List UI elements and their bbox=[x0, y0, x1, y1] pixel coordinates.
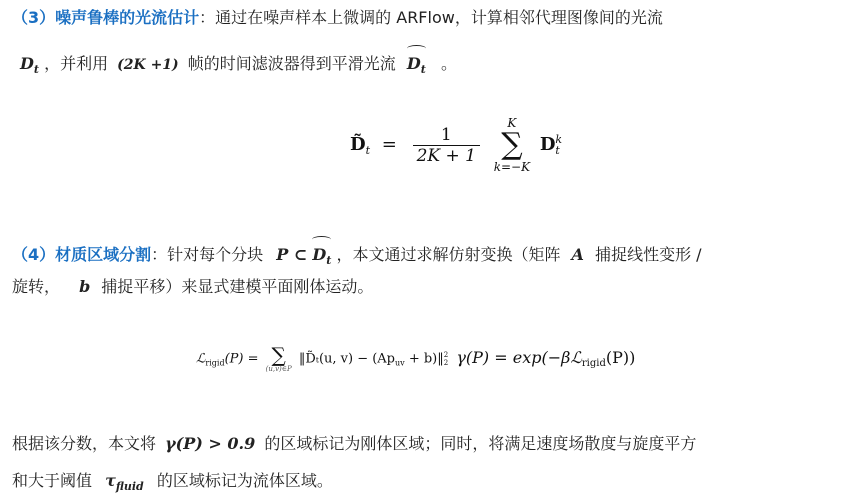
matrix-a-symbol: A bbox=[571, 245, 584, 264]
section4-text4: 旋转， bbox=[12, 277, 61, 296]
flow-symbol: $D_t$ bbox=[20, 54, 39, 76]
rigidity-formula: ℒ$_{rigid}$(P) = ∑ (u,v)∈P ‖D̃ₜ(u, $v) - (Ap_{uv}$ + b)‖ 2 2 γ(P) = exp(−βℒrigid(P)) bbox=[196, 343, 636, 373]
temporal-filter-formula: $D̃_t$ = $\frac{1}{2K + 1}$ K ∑ k=−K D k t bbox=[350, 116, 563, 174]
section4-colon: ： bbox=[151, 245, 168, 264]
smoothed-flow-symbol: $D_t$ bbox=[407, 46, 426, 82]
section3-title: （3）噪声鲁棒的光流估计 bbox=[12, 8, 200, 27]
section4-text3: 捕捉线性变形 / bbox=[595, 245, 702, 264]
smoothed-flow-symbol-2: $D_t$ bbox=[312, 237, 331, 273]
vector-b-symbol: b bbox=[79, 277, 91, 296]
section4-text2: ，本文通过求解仿射变换（矩阵 bbox=[336, 245, 561, 264]
section3-colon: ： bbox=[199, 8, 216, 27]
section3-text2: ，并利用 bbox=[44, 54, 109, 73]
section3-line1 bbox=[12, 6, 663, 30]
summation: K ∑ k=−K bbox=[493, 116, 531, 174]
section3-text4: 。 bbox=[440, 54, 457, 73]
section4-line2 bbox=[12, 275, 373, 299]
section4-text1: 针对每个分块 bbox=[167, 245, 264, 264]
section5-line2 bbox=[12, 469, 333, 499]
section5-text1: 根据该分数，本文将 bbox=[12, 434, 157, 453]
summation-2: ∑ (u,v)∈P bbox=[265, 343, 292, 373]
rigid-threshold-condition: γ(P) > 0.9 bbox=[165, 434, 256, 453]
section4-text5: 捕捉平移）来显式建模平面刚体运动。 bbox=[101, 277, 374, 296]
window-size: (2K +1) bbox=[117, 57, 179, 73]
section3-text1: 通过在噪声样本上微调的 ARFlow，计算相邻代理图像间的光流 bbox=[215, 8, 663, 27]
patch-symbol: P ⊂ bbox=[276, 245, 308, 264]
fraction: $\frac{1}{2K + 1}$ bbox=[413, 125, 480, 166]
section5-text2: 的区域标记为刚体区域；同时，将满足速度场散度与旋度平方 bbox=[264, 434, 697, 453]
section5-line1 bbox=[12, 432, 696, 456]
section4-title: （4）材质区域分割 bbox=[12, 245, 152, 264]
section3-text3: 帧的时间滤波器得到平滑光流 bbox=[187, 54, 396, 73]
section5-text3: 和大于阈值 bbox=[12, 471, 93, 490]
section4-line1 bbox=[12, 237, 702, 273]
section5-text4: 的区域标记为流体区域。 bbox=[156, 471, 333, 490]
fluid-threshold-symbol: $\tau_{fluid}$ bbox=[105, 471, 144, 493]
section3-line2 bbox=[12, 46, 457, 82]
